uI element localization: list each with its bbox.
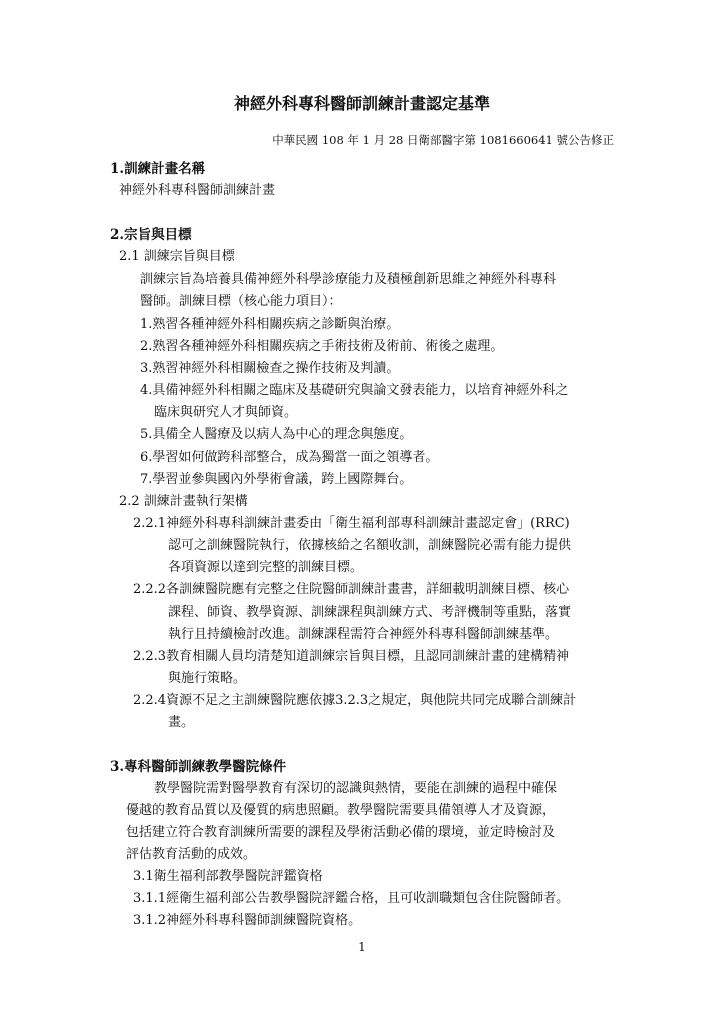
framework-item-continuation: 執行且持續檢討改進。訓練課程需符合神經外科專科醫師訓練基準。 bbox=[168, 627, 559, 642]
goal-item: 5.具備全人醫療及以病人為中心的理念與態度。 bbox=[140, 427, 413, 442]
section-3-1-2: 3.1.2神經外科專科醫師訓練醫院資格。 bbox=[133, 913, 362, 928]
section-2-1-line: 醫師。訓練目標（核心能力項目）： bbox=[140, 294, 342, 309]
section-3-heading: 3.專科醫師訓練教學醫院條件 bbox=[110, 759, 287, 775]
section-3-paragraph-line: 評估教育活動的成效。 bbox=[126, 847, 257, 862]
goal-item: 4.具備神經外科相關之臨床及基礎研究與論文發表能力，以培育神經外科之 bbox=[140, 383, 569, 398]
goal-item: 2.熟習各種神經外科相關疾病之手術技術及術前、術後之處理。 bbox=[140, 339, 504, 354]
framework-item-continuation: 各項資源以達到完整的訓練目標。 bbox=[168, 560, 364, 575]
section-3-paragraph-line: 包括建立符合教育訓練所需要的課程及學術活動必備的環境，並定時檢討及 bbox=[126, 825, 556, 840]
section-1-heading: 1.訓練計畫名稱 bbox=[110, 161, 206, 177]
framework-item-continuation: 認可之訓練醫院執行，依據核給之名額收訓，訓練醫院必需有能力提供 bbox=[168, 538, 572, 553]
goal-item: 7.學習並參與國內外學術會議，跨上國際舞台。 bbox=[140, 472, 413, 487]
framework-item-continuation: 與施行策略。 bbox=[168, 671, 247, 686]
section-2-heading: 2.宗旨與目標 bbox=[110, 227, 192, 243]
section-2-1-heading: 2.1 訓練宗旨與目標 bbox=[119, 249, 235, 264]
page-number: 1 bbox=[358, 940, 366, 954]
framework-item-continuation: 畫。 bbox=[168, 715, 195, 730]
decree-line: 中華民國 108 年 1 月 28 日衛部醫字第 1081660641 號公告修正 bbox=[272, 133, 614, 147]
section-1-text: 神經外科專科醫師訓練計畫 bbox=[119, 183, 276, 198]
goal-item: 3.熟習神經外科相關檢查之操作技術及判讀。 bbox=[140, 361, 400, 376]
section-3-paragraph-line: 優越的教育品質以及優質的病患照顧。教學醫院需要具備領導人才及資源， bbox=[126, 803, 556, 818]
section-2-2-heading: 2.2 訓練計畫執行架構 bbox=[119, 494, 248, 509]
goal-item: 1.熟習各種神經外科相關疾病之診斷與治療。 bbox=[140, 317, 400, 332]
framework-item: 2.2.2各訓練醫院應有完整之住院醫師訓練計畫書，詳細載明訓練目標、核心 bbox=[133, 582, 570, 597]
goal-item-continuation: 臨床與研究人才與師資。 bbox=[154, 405, 298, 420]
document-title: 神經外科專科醫師訓練計畫認定基準 bbox=[233, 94, 490, 113]
goal-item: 6.學習如何做跨科部整合，成為獨當一面之領導者。 bbox=[140, 450, 439, 465]
framework-item-continuation: 課程、師資、教學資源、訓練課程與訓練方式、考評機制等重點，落實 bbox=[168, 605, 572, 620]
framework-item: 2.2.4資源不足之主訓練醫院應依據3.2.3之規定，與他院共同完成聯合訓練計 bbox=[133, 693, 577, 708]
framework-item: 2.2.3教育相關人員均清楚知道訓練宗旨與目標，且認同訓練計畫的建構精神 bbox=[133, 649, 570, 664]
section-3-1-1: 3.1.1經衛生福利部公告教學醫院評鑑合格，且可收訓職類包含住院醫師者。 bbox=[133, 891, 570, 906]
section-2-1-line: 訓練宗旨為培養具備神經外科學診療能力及積極創新思維之神經外科專科 bbox=[140, 272, 557, 287]
section-3-paragraph-line: 教學醫院需對醫學教育有深切的認識與熱情，要能在訓練的過程中確保 bbox=[154, 781, 558, 796]
framework-item: 2.2.1神經外科專科訓練計畫委由「衛生福利部專科訓練計畫認定會」(RRC) bbox=[133, 516, 570, 531]
section-3-1-heading: 3.1衛生福利部教學醫院評鑑資格 bbox=[133, 869, 323, 884]
